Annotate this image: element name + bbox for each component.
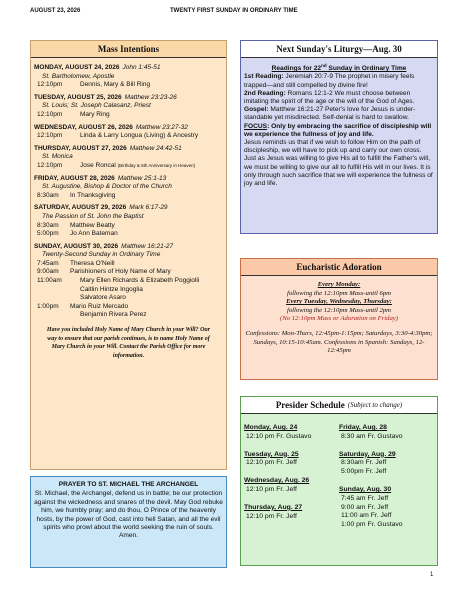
tue-thu-hours: following the 12:10pm Mass-until 2pm (286, 306, 392, 314)
readings-heading: Readings for 22nd Sunday in Ordinary Time (271, 63, 407, 73)
mass-entry (34, 260, 223, 269)
mass-day (34, 124, 223, 141)
day-reading: Matthew 16:21-27 (121, 242, 174, 250)
day-date: MONDAY, AUGUST 24, 2026 (34, 64, 120, 71)
day-reading: Matthew 23:23-26 (124, 93, 177, 101)
presider-column-right (339, 424, 434, 539)
adoration-box (240, 258, 438, 380)
friday-note: (No 12:10pm Mass or Adoration on Friday) (279, 315, 399, 323)
mass-time (37, 311, 80, 320)
mass-intention (70, 303, 223, 312)
mass-intention (80, 132, 223, 141)
mass-time: 11:00am (37, 277, 62, 285)
presider-entry: 11:00 am Fr. Jeff (341, 512, 392, 520)
day-saint: The Passion of St. John the Baptist (42, 212, 144, 220)
presider-day (244, 451, 339, 469)
presider-date: Friday, Aug. 28 (339, 424, 387, 431)
liturgy-box (240, 40, 438, 234)
mass-day (34, 145, 223, 171)
day-heading (34, 243, 223, 252)
presider-entry: 8:30 am Fr. Gustavo (341, 432, 403, 440)
intention-name: Mary Ring (80, 110, 110, 118)
mass-intention (70, 268, 223, 277)
presider-entry: 7:45 am Fr. Jeff (341, 494, 389, 502)
intention-name: Mario Ruiz Mercado (70, 302, 129, 310)
mass-entry (34, 311, 223, 320)
mass-intention (80, 111, 223, 120)
presider-entry: 12:10 pm Fr. Jeff (246, 459, 297, 467)
day-heading (34, 145, 223, 154)
mass-intention (80, 311, 223, 320)
tue-thu-label: Every Tuesday, Wednesday, Thursday: (286, 298, 392, 306)
mass-entry (34, 294, 223, 303)
intention-name: Linda & Larry Longua (Living) & Ancestry (80, 132, 199, 140)
day-saint: Twenty-Second Sunday in Ordinary Time (42, 251, 161, 259)
mass-intention (80, 162, 223, 171)
day-saint: St. Louis; St. Joseph Calasanz, Priest (42, 102, 151, 110)
day-reading: Mark 6:17-29 (129, 204, 168, 212)
mass-intentions-title: Mass Intentions (31, 41, 226, 58)
mass-entry (34, 303, 223, 312)
prayer-title: PRAYER TO ST. MICHAEL THE ARCHANGEL (58, 481, 199, 488)
mass-time (37, 294, 80, 303)
presider-day (244, 424, 339, 442)
presider-day (244, 477, 339, 495)
day-heading (34, 175, 223, 184)
presider-entry: 12:10 pm Fr. Jeff (246, 485, 297, 493)
presider-date: Monday, Aug. 24 (244, 424, 298, 431)
day-date: SATURDAY, AUGUST 29, 2026 (34, 204, 127, 212)
intention-name: Parishioners of Holy Name of Mary (70, 268, 171, 276)
mass-entry (34, 162, 223, 171)
mass-entry (34, 230, 223, 239)
prayer-box (30, 476, 227, 568)
intention-note: (Birthday & 6th Anniversary in Heaven) (117, 162, 196, 168)
mass-intention (80, 286, 223, 295)
mass-time: 5:00pm (37, 230, 59, 238)
monday-hours: following the 12:10pm Mass-until 6pm (286, 289, 392, 297)
mass-time: 8:30am (37, 221, 59, 229)
intention-name: Benjamin Rivera Perez (80, 311, 147, 319)
mass-intentions-box (30, 40, 227, 470)
adoration-title: Eucharistic Adoration (241, 259, 437, 276)
presider-entry: 8:30am Fr. Jeff (341, 459, 387, 467)
presider-day (339, 424, 434, 442)
day-saint: St. Augustine, Bishop & Doctor of the Church (42, 183, 172, 191)
day-heading (34, 124, 223, 133)
presider-entry: 5:00pm Fr. Jeff (341, 468, 387, 476)
presider-entry: 12:10 pm Fr. Jeff (246, 512, 297, 520)
mass-day (34, 64, 223, 90)
second-reading: 2nd Reading: Romans 12:1-2 We must choose between imitating the spirit of the age or the will of the God of Ages. (244, 89, 415, 105)
mass-time: 7:45am (37, 259, 59, 267)
liturgy-title: Next Sunday's Liturgy—Aug. 30 (241, 41, 437, 58)
mass-intention (80, 294, 223, 303)
mass-day (34, 204, 223, 238)
day-date: SUNDAY, AUGUST 30, 2026 (34, 242, 119, 250)
monday-label: Every Monday: (317, 281, 361, 288)
will-note: Have you included Holy Name of Mary Church in your Will? Our way to ensure that our parish continues, is to name Holy Name of Mary Church in your Will. Contact the Parish Office for more information. (46, 327, 211, 359)
intention-name: Mary Ellen Richards & Elizabeth Poggiolli (80, 277, 200, 285)
presider-entry: 9:00 am Fr. Jeff (341, 503, 389, 511)
day-reading: Matthew 25:1-13 (117, 174, 167, 182)
day-reading: Matthew 24:42-51 (129, 144, 182, 152)
mass-intention (70, 222, 223, 231)
mass-intention (70, 260, 223, 269)
intention-name: Theresa O'Neill (70, 259, 115, 267)
mass-time: 1:00pm (37, 302, 59, 310)
page-number: 1 (430, 572, 434, 578)
bulletin-title: TWENTY FIRST SUNDAY IN ORDINARY TIME (170, 8, 298, 14)
mass-entry (34, 222, 223, 231)
focus-statement: FOCUS: Only by embracing the sacrifice of discipleship will we experience the fullness of joy and life. (244, 122, 432, 138)
mass-entry (34, 286, 223, 295)
presider-date: Saturday, Aug. 29 (339, 450, 396, 458)
mass-day (34, 175, 223, 201)
intention-name: Caitlin Hintze Ingoglia (80, 285, 143, 293)
mass-entry (34, 192, 223, 201)
mass-day (34, 94, 223, 120)
mass-intention (80, 81, 223, 90)
page-header (30, 8, 440, 20)
presider-entry: 1:00 pm Fr. Gustavo (341, 521, 403, 529)
presider-date: Tuesday, Aug. 25 (244, 450, 299, 458)
mass-time: 12:10pm (37, 132, 63, 140)
mass-entry (34, 268, 223, 277)
day-saint: St. Monica (42, 153, 73, 161)
presider-day (244, 504, 339, 522)
intention-name: Salvatore Asaro (80, 294, 126, 302)
intention-name: In Thanksgiving (70, 191, 116, 199)
day-reading: Matthew 23:27-32 (135, 123, 188, 131)
day-heading (34, 204, 223, 213)
intention-name: Jose Roncal (80, 161, 116, 169)
mass-time: 12:10pm (37, 110, 63, 118)
presider-date: Sunday, Aug. 30 (339, 485, 392, 493)
presider-day (339, 486, 434, 530)
prayer-text: St. Michael, the Archangel, defend us in battle; be our protection against the wickedness and snares of the devil. May God rebuke him, we humbly pray; and do thou, O Prince of the heavenly hosts, by the power of God, cast into hell Satan, and all the evil spirits who prowl about the world seeking the ruin of souls. Amen. (34, 490, 223, 540)
intention-name: Dennis, Mary & Bill Ring (80, 81, 151, 89)
bulletin-date: AUGUST 23, 2026 (30, 8, 81, 14)
presider-title: Presider Schedule (Subject to change) (241, 397, 437, 414)
day-date: WEDNESDAY, AUGUST 26, 2026 (34, 123, 133, 131)
confessions-schedule: Confessions: Mon-Thurs, 12:45pm-1:15pm; Saturdays, 3:30-4:30pm; Sundays, 10:15-10:45am. Confessions in Spanish: Sundays, 12-12:45pm (245, 329, 433, 355)
presider-column-left (244, 424, 339, 539)
mass-time (37, 286, 80, 295)
day-reading: John 1:45-51 (122, 64, 161, 71)
mass-entry (34, 81, 223, 90)
mass-intention (80, 277, 223, 286)
presider-date: Thursday, Aug. 27 (244, 503, 303, 511)
mass-intention (70, 192, 223, 201)
presider-subtitle: (Subject to change) (347, 401, 403, 409)
mass-time: 8:30am (37, 191, 59, 199)
mass-time: 12:10pm (37, 161, 63, 169)
mass-entry (34, 277, 223, 286)
presider-date: Wednesday, Aug. 26 (244, 477, 310, 485)
day-date: THURSDAY, AUGUST 27, 2026 (34, 144, 127, 152)
mass-day (34, 243, 223, 320)
mass-entry (34, 132, 223, 141)
mass-intentions-list (31, 58, 226, 360)
day-date: TUESDAY, AUGUST 25, 2026 (34, 93, 122, 101)
day-saint: St. Bartholomew, Apostle (42, 72, 115, 80)
mass-intention (70, 230, 223, 239)
intention-name: Matthew Beatty (70, 221, 115, 229)
presider-box (240, 396, 438, 566)
mass-time: 9:00am (37, 268, 59, 276)
day-date: FRIDAY, AUGUST 28, 2026 (34, 174, 115, 182)
liturgy-reflection: Jesus reminds us that if we wish to follow Him on the path of discipleship, we will have to pick up and carry our own cross. Just as Jesus was willing to give His all to fulfill the Father's will, we must be willing to give our all to fulfill His will in our lives. It is only through such sacrifice that we will experience the fullness of joy and life. (244, 139, 433, 188)
presider-day (339, 451, 434, 477)
day-heading (34, 94, 223, 103)
gospel-reading: Gospel: Matthew 16:21-27 Peter's love for Jesus is under-standable yet misdirected. Self-denial is hard to swallow. (244, 106, 416, 122)
presider-entry: 12:10 pm Fr. Gustavo (246, 432, 312, 440)
day-heading (34, 64, 223, 73)
first-reading: 1st Reading: Jeremiah 20:7-9 The prophet in misery feels trapped—and still compelled by divine fire! (244, 73, 415, 89)
mass-time: 12:10pm (37, 81, 63, 89)
intention-name: Jo Ann Bateman (70, 230, 118, 238)
mass-entry (34, 111, 223, 120)
